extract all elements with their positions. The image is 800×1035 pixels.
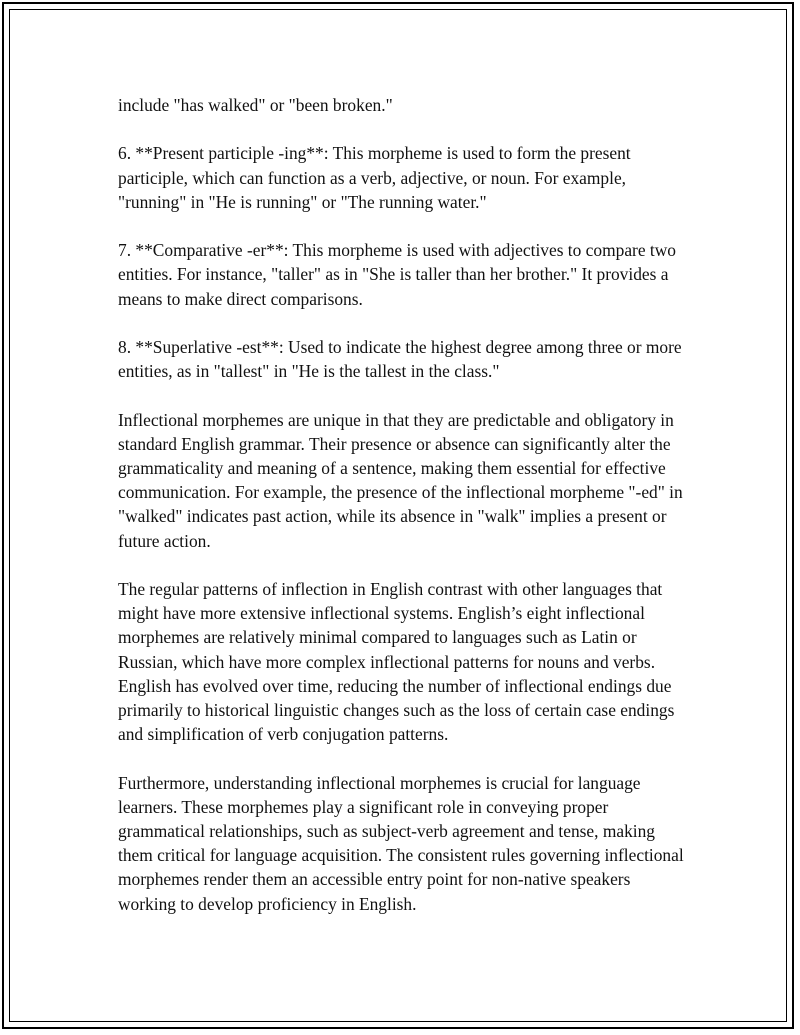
paragraph-present-participle: 6. **Present participle -ing**: This morpheme is used to form the present participle, which can function as a verb, adjective, or noun. For example, "running" in "He is running" or "The running water." [118, 143, 631, 212]
paragraph-comparative: 7. **Comparative -er**: This morpheme is used with adjectives to compare two entities. For instance, "taller" as in "She is taller than her brother." It provides a means to make direct comparisons. [118, 240, 676, 309]
document-body [118, 93, 688, 916]
paragraph-superlative: 8. **Superlative -est**: Used to indicate the highest degree among three or more entities, as in "tallest" in "He is the tallest in the class." [118, 336, 682, 382]
paragraph-cross-language: The regular patterns of inflection in English contrast with other languages that might have more extensive inflectional systems. English’s eight inflectional morphemes are relatively minimal compared to languages such as Latin or Russian, which have more complex inflectional patterns for nouns and verbs. English has evolved over time, reducing the number of inflectional endings due primarily to historical linguistic changes such as the loss of certain case endings and simplification of verb conjugation patterns. [118, 578, 675, 745]
paragraph-predictability: Inflectional morphemes are unique in that they are predictable and obligatory in standard English grammar. Their presence or absence can significantly alter the grammaticality and meaning of a sentence, making them essential for effective communication. For example, the presence of the inflectional morpheme "-ed" in "walked" indicates past action, while its absence in "walk" implies a present or future action. [118, 409, 683, 551]
paragraph-continuation: include "has walked" or "been broken." [118, 95, 393, 115]
paragraph-language-learners: Furthermore, understanding inflectional morphemes is crucial for language learners. These morphemes play a significant role in conveying proper grammatical relationships, such as subject-verb agreement and tense, making them critical for language acquisition. The consistent rules governing inflectional morphemes render them an accessible entry point for non-native speakers working to develop proficiency in English. [118, 772, 684, 914]
